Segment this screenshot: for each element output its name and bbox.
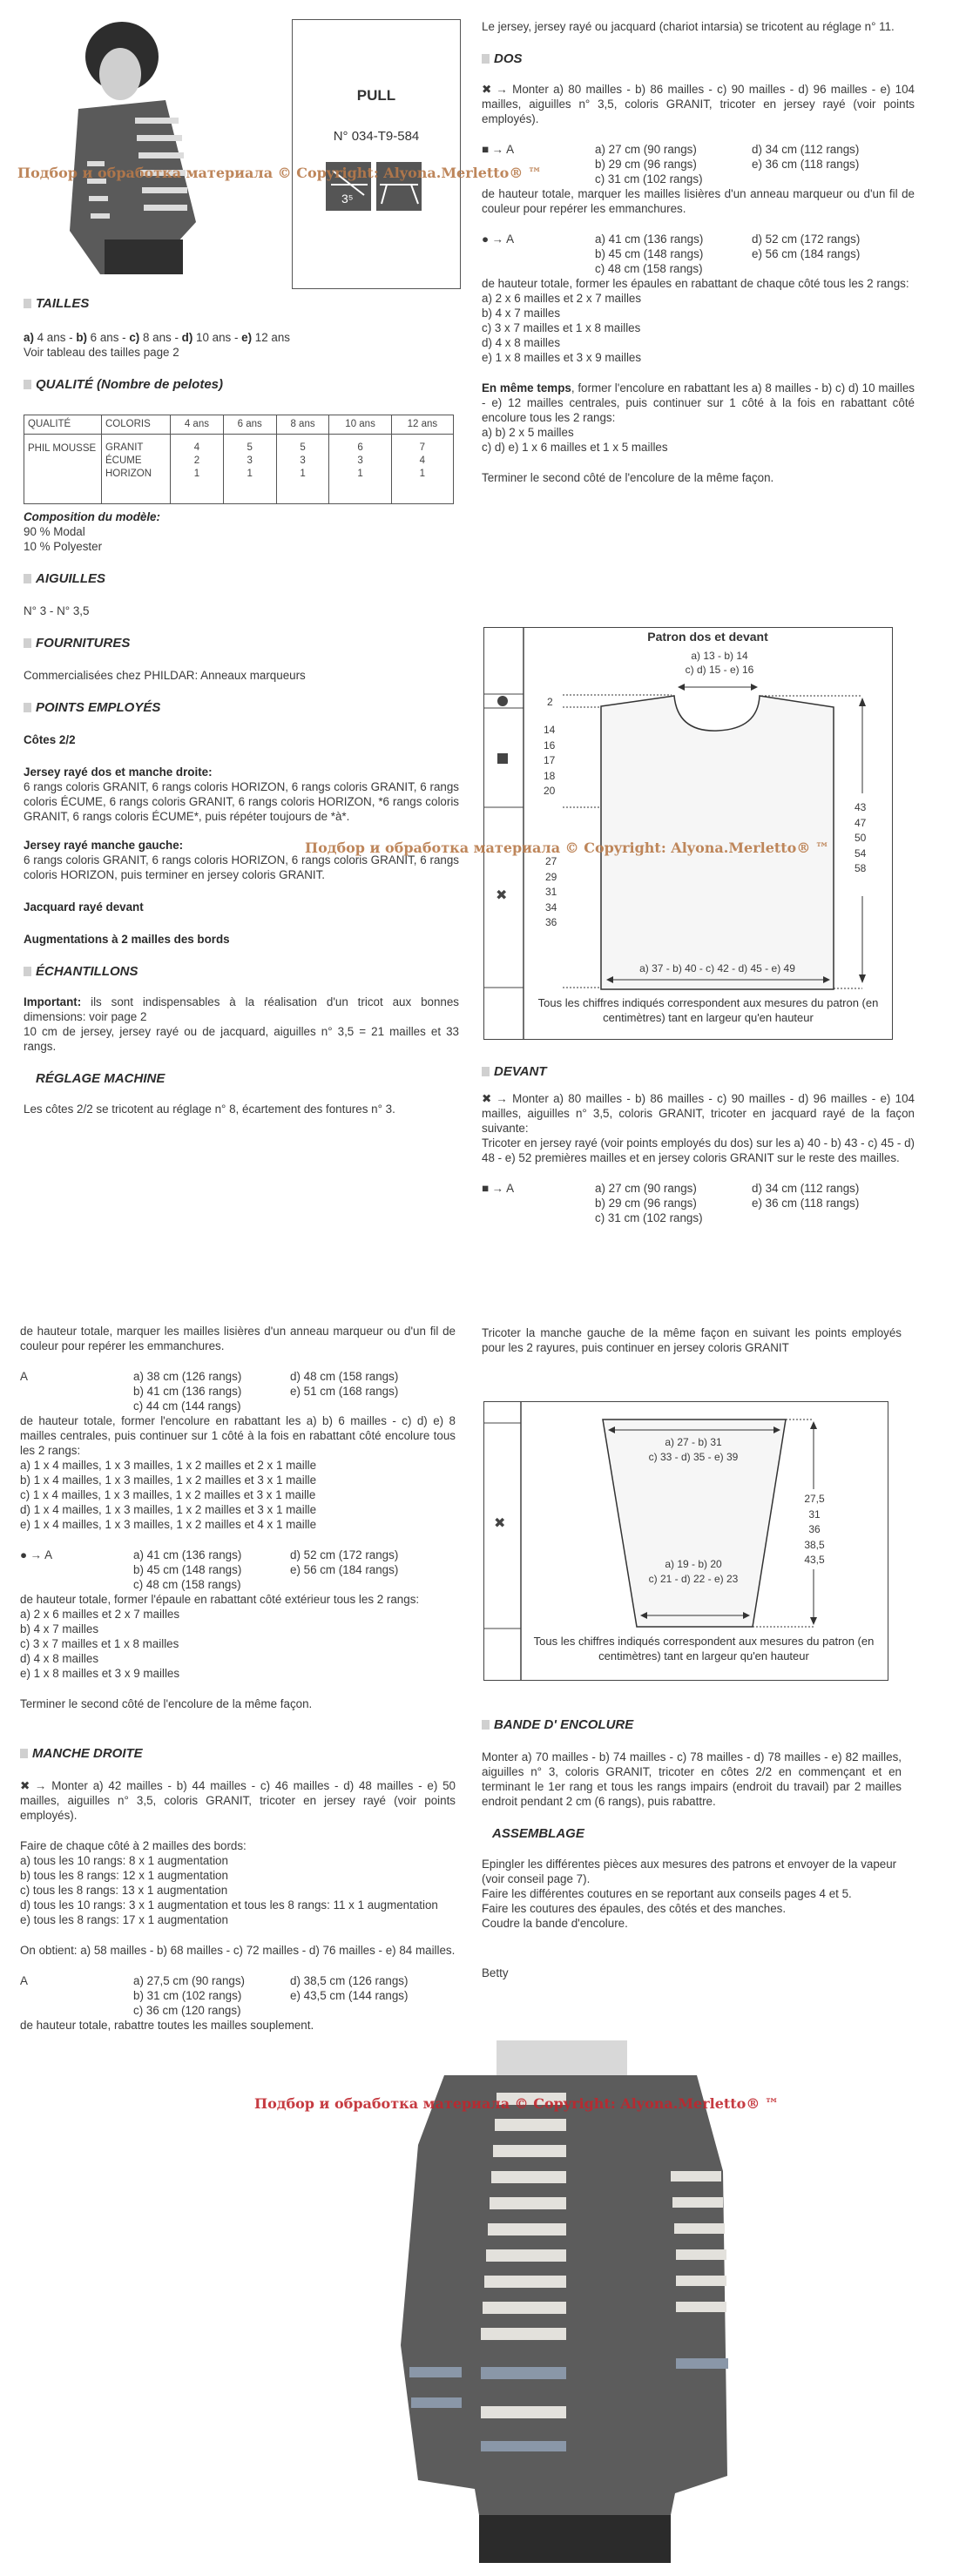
manche-gauche-section (482, 1325, 902, 1355)
list-item: a) b) 2 x 5 mailles (482, 426, 574, 439)
diagram-caption: Tous les chiffres indiqués correspondent aux mesures du patron (en centimètres) tant en largeur qu'en hauteur (537, 996, 879, 1024)
stitch-cotes: Côtes 2/2 (24, 733, 76, 746)
stitch-increases: Augmentations à 2 mailles des bords (24, 933, 230, 946)
section-title-fournitures: FOURNITURES (24, 636, 459, 651)
yarn-table (24, 415, 454, 504)
manche-faire: Faire de chaque côté à 2 mailles des bords: (20, 1839, 247, 1852)
title-box (292, 19, 461, 289)
pattern-ref: N° 034-T9-584 (333, 129, 420, 144)
devant-tricoter: Tricoter en jersey rayé (voir points employés du dos) sur les a) 40 - b) 43 - c) 45 - d) 48 - e) 52 premières mailles et en jersey coloris GRANIT sur le reste des mailles. (482, 1136, 915, 1164)
stitch-jacquard: Jacquard rayé devant (24, 900, 144, 914)
section-title-manche-droite: MANCHE DROITE (20, 1746, 456, 1761)
list-item: e) 1 x 4 mailles, 1 x 3 mailles, 1 x 2 mailles et 4 x 1 maille (20, 1518, 317, 1531)
shoulder-drop-label: 2 (547, 696, 553, 708)
watermark-bottom: Подбор и обработка материала © Copyright: Alyona.Merletto® ™ (254, 2095, 779, 2112)
list-item: a) 2 x 6 mailles et 2 x 7 mailles (482, 292, 642, 305)
sizes-line: a) 4 ans - b) 6 ans - c) 8 ans - d) 10 ans - e) 12 ans (24, 331, 290, 344)
dos-terminer: Terminer le second côté de l'encolure de la même façon. (482, 471, 774, 484)
page-title: PULL (356, 87, 396, 104)
assembly-line: Faire les coutures des épaules, des côtés et des manches. (482, 1902, 787, 1915)
left-column (24, 296, 459, 1116)
table-header-row: QUALITÉ COLORIS 4 ans 6 ans 8 ans 10 ans 12 ans (24, 415, 454, 435)
devant-a-after: de hauteur totale, former l'encolure en rabattant les a) b) 6 mailles - c) d) e) 8 mailles centrales, puis continuer sur 1 côté à la fois en rabattant côté encolure tous les 2 rangs: (20, 1414, 456, 1457)
section-title-tailles: TAILLES (24, 296, 459, 311)
list-item: a) 1 x 4 mailles, 1 x 3 mailles, 1 x 2 mailles et 2 x 1 maille (20, 1459, 317, 1472)
devant-dot-after: de hauteur totale, former l'épaule en rabattant côté extérieur tous les 2 rangs: (20, 1593, 420, 1606)
list-item: b) 4 x 7 mailles (482, 307, 561, 320)
stitch-jersey-dos-text: 6 rangs coloris GRANIT, 6 rangs coloris HORIZON, 6 rangs coloris GRANIT, 6 rangs coloris ÉCUME, 6 rangs coloris GRANIT, 6 rangs coloris HORIZON, *6 rangs coloris GRANIT, 6 rangs coloris ÉCUME*, puis répéter toujours de *à*. (24, 780, 459, 823)
dos-square-heights: ■ → A a) 27 cm (90 rangs) d) 34 cm (112 rangs) b) 29 cm (96 rangs) e) 36 cm (118 rangs) c) 31 cm (102 rangs) (482, 143, 860, 185)
devant-a-heights: A a) 38 cm (126 rangs) d) 48 cm (158 rangs) b) 41 cm (136 rangs) e) 51 cm (168 rangs) c) 44 cm (144 rangs) (20, 1370, 399, 1413)
watermark-middle: Подбор и обработка материала © Copyright: Alyona.Merletto® ™ (305, 840, 829, 856)
section-title-aiguilles: AIGUILLES (24, 571, 459, 586)
devant-monter: ✖ → Monter a) 80 mailles - b) 86 mailles - c) 90 mailles - d) 96 mailles - e) 104 mailles, aiguilles n° 3,5, coloris GRANIT, tricoter en jacquard rayé de la façon suivante: (482, 1092, 915, 1135)
dos-monter: ✖ → Monter a) 80 mailles - b) 86 mailles - c) 90 mailles - d) 96 mailles - e) 104 mailles, aiguilles n° 3,5, coloris GRANIT, tricoter en jersey rayé (voir points employés). (482, 83, 915, 125)
gauge-important: Important: ils sont indispensables à la réalisation d'un tricot aux bonnes dimensions: voir page 2 (24, 995, 459, 1023)
section-title-dos: DOS (482, 51, 915, 66)
list-item: b) 1 x 4 mailles, 1 x 3 mailles, 1 x 2 mailles et 3 x 1 maille (20, 1473, 317, 1487)
square-marker-icon (497, 753, 508, 764)
finishing-section (482, 1717, 902, 1980)
list-item: d) tous les 10 rangs: 3 x 1 augmentation et tous les 8 rangs: 11 x 1 augmentation (20, 1898, 438, 1912)
gauge-text: 10 cm de jersey, jersey rayé ou de jacquard, aiguilles n° 3,5 = 21 mailles et 33 rangs. (24, 1025, 459, 1053)
neck-width-label: a) 13 - b) 14 c) d) 15 - e) 16 (685, 650, 754, 676)
list-item: c) tous les 8 rangs: 13 x 1 augmentation (20, 1884, 228, 1897)
manche-monter: ✖ → Monter a) 42 mailles - b) 44 mailles - c) 46 mailles - d) 48 mailles - e) 50 mailles, aiguilles n° 3,5, coloris GRANIT, tricoter en jersey rayé (voir points employés). (20, 1779, 456, 1822)
devant-continued (20, 1324, 456, 2033)
stitch-jersey-gauche-text: 6 rangs coloris GRANIT, 6 rangs coloris HORIZON, 6 rangs coloris GRANIT, 6 rangs coloris HORIZON, puis terminer en jersey coloris GRANIT. (24, 853, 459, 881)
diagram-title: Patron dos et devant (647, 630, 768, 644)
dos-sq-after: de hauteur totale, marquer les mailles lisières d'un anneau marqueur ou d'un fil de couleur pour repérer les emmanchures. (482, 187, 915, 215)
assembly-line: Coudre la bande d'encolure. (482, 1917, 628, 1930)
total-heights: 43 47 50 54 58 (855, 801, 867, 874)
dos-meme-temps: En même temps, former l'encolure en rabattant les a) 8 mailles - b) c) d) 10 mailles - e) 12 mailles centrales, puis continuer sur 1 côté à la fois en rabattant côté encolure tous les 2 rangs: (482, 381, 915, 424)
model-photo-bottom (401, 2040, 662, 2563)
manche-a-after: de hauteur totale, rabattre toutes les mailles souplement. (20, 2019, 314, 2032)
sleeve-heights: 27,5 31 36 38,5 43,5 (804, 1493, 825, 1566)
pattern-diagram-sleeve (483, 1401, 888, 1681)
dos-dot-heights: ● → A a) 41 cm (136 rangs) d) 52 cm (172 rangs) b) 45 cm (148 rangs) e) 56 cm (184 rangs) c) 48 cm (158 rangs) (482, 233, 861, 275)
body-heights: 27 29 31 34 36 (545, 855, 557, 928)
composition-line: 10 % Polyester (24, 540, 103, 553)
right-column-top (482, 19, 915, 485)
machine-text-1: Les côtes 2/2 se tricotent au réglage n° 8, écartement des fontures n° 3. (24, 1103, 395, 1116)
assembly-line: Faire les différentes coutures en se reportant aux conseils pages 4 et 5. (482, 1887, 852, 1900)
needles-text: N° 3 - N° 3,5 (24, 604, 90, 617)
list-item: d) 1 x 4 mailles, 1 x 3 mailles, 1 x 2 mailles et 3 x 1 maille (20, 1503, 317, 1516)
list-item: e) 1 x 8 mailles et 3 x 9 mailles (482, 351, 642, 364)
list-item: c) 3 x 7 mailles et 1 x 8 mailles (20, 1637, 179, 1650)
list-item: e) tous les 8 rangs: 17 x 1 augmentation (20, 1913, 228, 1926)
supplies-text: Commercialisées chez PHILDAR: Anneaux marqueurs (24, 669, 306, 682)
section-title-assemblage: ASSEMBLAGE (492, 1826, 584, 1841)
sleeve-top-width: a) 27 - b) 31 c) 33 - d) 35 - e) 39 (648, 1436, 739, 1463)
needle-icon: 3⁵ (326, 162, 371, 211)
list-item: c) 3 x 7 mailles et 1 x 8 mailles (482, 321, 641, 334)
composition-title: Composition du modèle: (24, 510, 160, 523)
devant-sq-after: de hauteur totale, marquer les mailles lisières d'un anneau marqueur ou d'un fil de couleur pour repérer les emmanchures. (20, 1325, 456, 1352)
section-title-echantillons: ÉCHANTILLONS (24, 964, 459, 979)
section-title-qualite: QUALITÉ (Nombre de pelotes) (24, 377, 459, 392)
bande-text: Monter a) 70 mailles - b) 74 mailles - c) 78 mailles - d) 78 mailles - e) 82 mailles, aiguilles n° 3, coloris GRANIT, tricoter en côtes 2/2 en commençant et en terminant le 1er rang et tous les rangs impairs (endroit du travail) par 2 mailles endroit pendant 2 cm (6 rangs), puis rabattre. (482, 1750, 902, 1808)
machine-text-2: Le jersey, jersey rayé ou jacquard (chariot intarsia) se tricotent au réglage n° 11. (482, 20, 895, 33)
assembly-line: Epingler les différentes pièces aux mesures des patrons et envoyer de la vapeur (voir conseil page 7). (482, 1858, 897, 1885)
list-item: b) 4 x 7 mailles (20, 1622, 99, 1635)
manche-a-heights: A a) 27,5 cm (90 rangs) d) 38,5 cm (126 rangs) b) 31 cm (102 rangs) e) 43,5 cm (144 rangs) c) 36 cm (120 rangs) (20, 1974, 409, 2017)
list-item: c) 1 x 4 mailles, 1 x 3 mailles, 1 x 2 mailles et 3 x 1 maille (20, 1488, 316, 1501)
devant-terminer: Terminer le second côté de l'encolure de la même façon. (20, 1697, 313, 1710)
armhole-heights: 14 16 17 18 20 (544, 724, 556, 797)
manche-gauche-text: Tricoter la manche gauche de la même façon en suivant les points employés pour les 2 rayures, puis continuer en jersey coloris GRANIT (482, 1326, 902, 1354)
devant-dot-heights: ● → A a) 41 cm (136 rangs) d) 52 cm (172 rangs) b) 45 cm (148 rangs) e) 56 cm (184 rangs) c) 48 cm (158 rangs) (20, 1548, 399, 1591)
dos-dot-after: de hauteur totale, former les épaules en rabattant de chaque côté tous les 2 rangs: (482, 277, 909, 290)
stitch-jersey-dos-title: Jersey rayé dos et manche droite: (24, 765, 213, 779)
list-item: a) 2 x 6 mailles et 2 x 7 mailles (20, 1608, 180, 1621)
section-title-points: POINTS EMPLOYÉS (24, 700, 459, 715)
diagram-caption: Tous les chiffres indiqués correspondent aux mesures du patron (en centimètres) tant en largeur qu'en hauteur (533, 1635, 875, 1662)
manche-obtient: On obtient: a) 58 mailles - b) 68 mailles - c) 72 mailles - d) 76 mailles - e) 84 mailles. (20, 1944, 456, 1957)
dot-marker-icon (497, 696, 508, 706)
list-item: b) tous les 8 rangs: 12 x 1 augmentation (20, 1869, 228, 1882)
list-item: c) d) e) 1 x 6 mailles et 1 x 5 mailles (482, 441, 668, 454)
list-item: e) 1 x 8 mailles et 3 x 9 mailles (20, 1667, 180, 1680)
list-item: d) 4 x 8 mailles (20, 1652, 99, 1665)
body-width-label: a) 37 - b) 40 - c) 42 - d) 45 - e) 49 (639, 962, 795, 974)
watermark-top: Подбор и обработка материала © Copyright: Alyona.Merletto® ™ (17, 165, 542, 181)
designer-signature: Betty (482, 1966, 509, 1979)
composition-line: 90 % Modal (24, 525, 85, 538)
list-item: a) tous les 10 rangs: 8 x 1 augmentation (20, 1854, 228, 1867)
section-title-reglage: RÉGLAGE MACHINE (36, 1071, 166, 1086)
table-row: PHIL MOUSSE GRANIT ÉCUME HORIZON 4 2 1 5 3 1 5 3 1 6 3 1 7 4 1 (24, 435, 454, 504)
section-title-bande: BANDE D' ENCOLURE (482, 1717, 902, 1732)
cross-marker-icon: ✖ (496, 888, 508, 903)
cross-marker-icon: ✖ (494, 1516, 506, 1531)
sleeve-bottom-width: a) 19 - b) 20 c) 21 - d) 22 - e) 23 (648, 1558, 739, 1585)
devant-section (482, 1064, 915, 1225)
devant-square-heights: ■ → A a) 27 cm (90 rangs) d) 34 cm (112 rangs) b) 29 cm (96 rangs) e) 36 cm (118 rangs) c) 31 cm (102 rangs) (482, 1182, 860, 1224)
section-title-devant: DEVANT (482, 1064, 915, 1079)
pattern-diagram-body (483, 627, 893, 1040)
sizes-note: Voir tableau des tailles page 2 (24, 346, 179, 359)
list-item: d) 4 x 8 mailles (482, 336, 561, 349)
stitch-jersey-gauche-title: Jersey rayé manche gauche: (24, 839, 184, 852)
model-photo-top (17, 13, 218, 274)
